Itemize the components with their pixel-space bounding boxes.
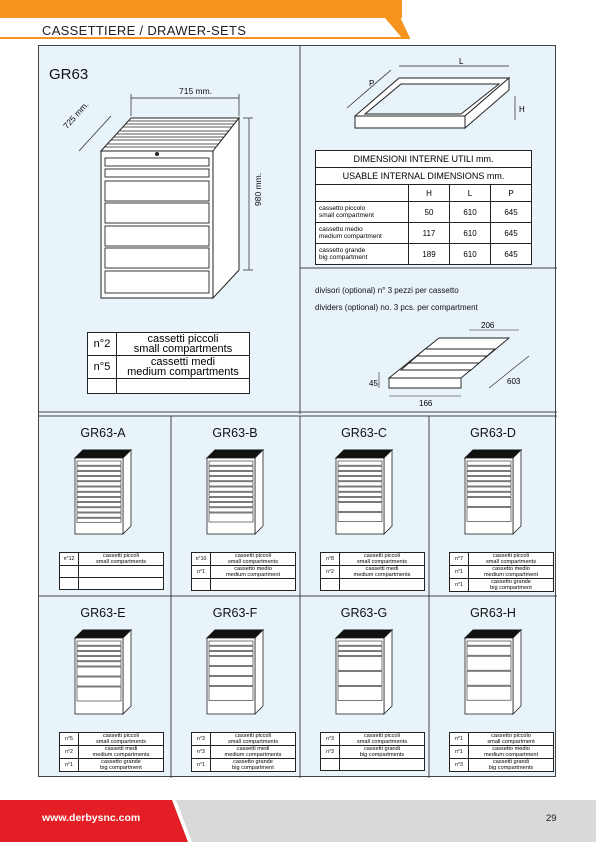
variant-desc-it: cassetti piccoli — [492, 553, 530, 559]
variant-desc-en: small compartments — [227, 739, 279, 745]
dim-row-p: 645 — [491, 244, 532, 265]
variant-count: n°3 — [192, 746, 211, 759]
variant-composition-table — [449, 732, 554, 772]
variant-cabinet-drawing — [429, 626, 558, 726]
dim-row-l: 610 — [450, 223, 491, 244]
variant-name: GR63-D — [470, 426, 516, 440]
variant-composition-row — [321, 746, 425, 759]
dividers-text-en: dividers (optional) no. 3 pcs. per compartment — [315, 303, 478, 312]
legend-count: n°5 — [88, 356, 117, 379]
variant-desc-it: cassetti medi — [104, 746, 138, 752]
variant-count: n°1 — [192, 566, 211, 579]
variant-count: n°2 — [321, 566, 340, 579]
variant-composition-table — [59, 732, 164, 772]
divider-dim-45: 45 — [369, 379, 378, 388]
variant-count: n°1 — [450, 579, 469, 592]
variant-desc-it: cassetti piccoli — [102, 733, 140, 739]
variant-count: n°5 — [60, 733, 79, 746]
variant-composition-row — [450, 579, 554, 592]
variant-name: GR63-F — [212, 606, 258, 620]
drawer-height-label: H — [519, 105, 525, 114]
drawer-drawing — [339, 56, 549, 146]
page-number: 29 — [546, 813, 557, 824]
website-link[interactable]: www.derbysnc.com — [42, 812, 141, 824]
page-title: CASSETTIERE / DRAWER-SETS — [42, 23, 247, 38]
variant-count: n°2 — [60, 746, 79, 759]
variant-cabinet-drawing — [429, 446, 558, 546]
variant-cell — [429, 416, 558, 596]
variant-desc-it: cassetto medio — [492, 746, 530, 752]
dim-header-l: L — [450, 185, 491, 202]
dim-row-l: 610 — [450, 202, 491, 223]
variant-count: n°12 — [60, 553, 79, 566]
variant-cell — [300, 416, 429, 596]
dim-title-it: DIMENSIONI INTERNE UTILI mm. — [316, 151, 532, 168]
variant-count: n°1 — [60, 759, 79, 772]
variant-composition-row — [192, 553, 296, 566]
divider-dim-603: 603 — [507, 377, 521, 386]
variant-desc-en: small compartments — [95, 559, 147, 565]
variant-desc-it: cassetti medi — [365, 566, 399, 572]
dividers-text-it: divisori (optional) n° 3 pezzi per cassetto — [315, 286, 459, 295]
variant-composition-row — [450, 733, 554, 746]
variant-desc-en: medium compartment — [483, 572, 539, 578]
variant-desc-en: small compartments — [356, 739, 408, 745]
variant-count: n°3 — [321, 733, 340, 746]
variant-count: n°1 — [450, 733, 469, 746]
variant-desc-en: medium compartments — [92, 752, 150, 758]
drawer-depth-label: P — [369, 79, 375, 88]
variant-composition-row — [450, 759, 554, 772]
dim-row-label-it: cassetto medio — [319, 226, 363, 233]
variant-composition-row — [60, 759, 164, 772]
variant-desc-en: big compartment — [100, 765, 142, 771]
variant-name: GR63-B — [212, 426, 258, 440]
variant-desc-en: small compartments — [95, 739, 147, 745]
variant-desc-it: cassetti piccoli — [363, 733, 401, 739]
dim-row-p: 645 — [491, 202, 532, 223]
variant-desc-it: cassetti piccoli — [234, 553, 272, 559]
variant-count: n°1 — [450, 746, 469, 759]
dim-row-label-it: cassetto piccolo — [319, 205, 366, 212]
variant-count: n°7 — [450, 553, 469, 566]
dim-header-p: P — [491, 185, 532, 202]
variant-desc-en: small compartments — [227, 559, 279, 565]
technical-panel — [38, 45, 556, 777]
variant-desc-en: medium compartments — [224, 752, 282, 758]
dim-row — [316, 244, 532, 265]
dim-row-h: 117 — [409, 223, 450, 244]
legend-count: n°2 — [88, 333, 117, 356]
variant-composition-row — [60, 746, 164, 759]
dim-row — [316, 223, 532, 244]
variant-count: n°3 — [321, 746, 340, 759]
dim-row-label-it: cassetto grande — [319, 247, 366, 254]
variant-desc-it: cassetto grande — [101, 759, 141, 765]
variant-cabinet-drawing — [171, 626, 300, 726]
variant-composition-table — [191, 552, 296, 591]
variant-desc-it: cassetti grandi — [363, 746, 401, 752]
variant-cabinet-drawing — [39, 446, 168, 546]
dim-row-label-en: big compartment — [319, 254, 368, 261]
variant-composition-table — [191, 732, 296, 772]
variant-composition-row — [321, 553, 425, 566]
variant-desc-en: medium compartment — [483, 752, 539, 758]
variant-composition-table — [59, 552, 164, 590]
variant-count: n°3 — [450, 759, 469, 772]
width-dimension: 715 mm. — [179, 86, 213, 96]
variant-desc-it: cassetto medio — [234, 566, 272, 572]
legend-desc: cassetti medi medium compartments — [117, 356, 250, 379]
dim-row-label-en: medium compartment — [319, 233, 382, 240]
variant-composition-row — [321, 566, 425, 579]
variant-desc-en: big compartments — [488, 765, 534, 771]
variant-desc-en: big compartment — [490, 585, 532, 591]
variant-desc-en: big compartments — [359, 752, 405, 758]
dim-row-h: 50 — [409, 202, 450, 223]
variant-desc-en: medium compartment — [225, 572, 281, 578]
variant-desc-en: small compartments — [485, 559, 537, 565]
drawer-length-label: L — [459, 57, 464, 66]
variant-cell — [429, 596, 558, 776]
divider-dim-206: 206 — [481, 321, 495, 330]
variant-composition-row — [192, 733, 296, 746]
dim-row — [316, 202, 532, 223]
variant-composition-row — [450, 553, 554, 566]
variant-name: GR63-A — [80, 426, 126, 440]
dimensions-table — [315, 150, 532, 265]
variant-cabinet-drawing — [39, 626, 168, 726]
variant-desc-it: cassetti piccoli — [234, 733, 272, 739]
variant-composition-row — [192, 566, 296, 579]
depth-dimension: 725 mm. — [61, 99, 91, 131]
variant-desc-it: cassetti grandi — [492, 759, 530, 765]
variant-name: GR63-G — [340, 606, 388, 620]
variant-cell — [171, 596, 300, 776]
variant-count: n°8 — [321, 553, 340, 566]
variant-composition-row — [321, 733, 425, 746]
variant-cell — [300, 596, 429, 776]
variant-cell — [171, 416, 300, 596]
variant-cabinet-drawing — [300, 626, 429, 726]
variant-composition-row — [60, 553, 164, 566]
variant-composition-row — [450, 746, 554, 759]
variant-name: GR63-C — [341, 426, 387, 440]
variant-cabinet-drawing — [300, 446, 429, 546]
dim-header-h: H — [409, 185, 450, 202]
variant-desc-it: cassetto piccolo — [491, 733, 531, 739]
model-name: GR63 — [49, 66, 89, 83]
height-dimension: 980 mm. — [253, 172, 263, 206]
variant-desc-it: cassetti medi — [236, 746, 270, 752]
variant-composition-table — [449, 552, 554, 592]
variant-desc-en: big compartment — [232, 765, 274, 771]
variant-desc-it: cassetti piccoli — [363, 553, 401, 559]
variant-composition-row — [450, 566, 554, 579]
dim-row-p: 645 — [491, 223, 532, 244]
variant-composition-table — [320, 732, 425, 771]
variant-cabinet-drawing — [171, 446, 300, 546]
dividers-drawing — [369, 318, 549, 408]
variant-count: n°3 — [192, 733, 211, 746]
dim-row-l: 610 — [450, 244, 491, 265]
variant-desc-it: cassetto medio — [492, 566, 530, 572]
variant-composition-row — [192, 746, 296, 759]
variant-desc-en: small compartment — [487, 739, 535, 745]
variant-desc-it: cassetto grande — [233, 759, 273, 765]
variant-name: GR63-H — [470, 606, 516, 620]
legend-table — [87, 332, 250, 394]
variant-composition-table — [320, 552, 425, 591]
dim-row-label-en: small compartment — [319, 212, 374, 219]
divider-dim-166: 166 — [419, 399, 433, 408]
variant-desc-it: cassetto grande — [491, 579, 531, 585]
variant-cell — [39, 596, 168, 776]
variant-composition-row — [192, 759, 296, 772]
legend-desc: cassetti piccoli small compartments — [117, 333, 250, 356]
dim-title-en: USABLE INTERNAL DIMENSIONS mm. — [316, 168, 532, 185]
variant-desc-en: small compartments — [356, 559, 408, 565]
variant-count: n°1 — [450, 566, 469, 579]
variant-name: GR63-E — [80, 606, 126, 620]
variant-desc-it: cassetti piccoli — [102, 553, 140, 559]
variant-count: n°10 — [192, 553, 211, 566]
variant-composition-row — [60, 733, 164, 746]
variant-cell — [39, 416, 168, 596]
variant-count: n°1 — [192, 759, 211, 772]
variant-desc-en: medium compartments — [353, 572, 411, 578]
dim-row-h: 189 — [409, 244, 450, 265]
